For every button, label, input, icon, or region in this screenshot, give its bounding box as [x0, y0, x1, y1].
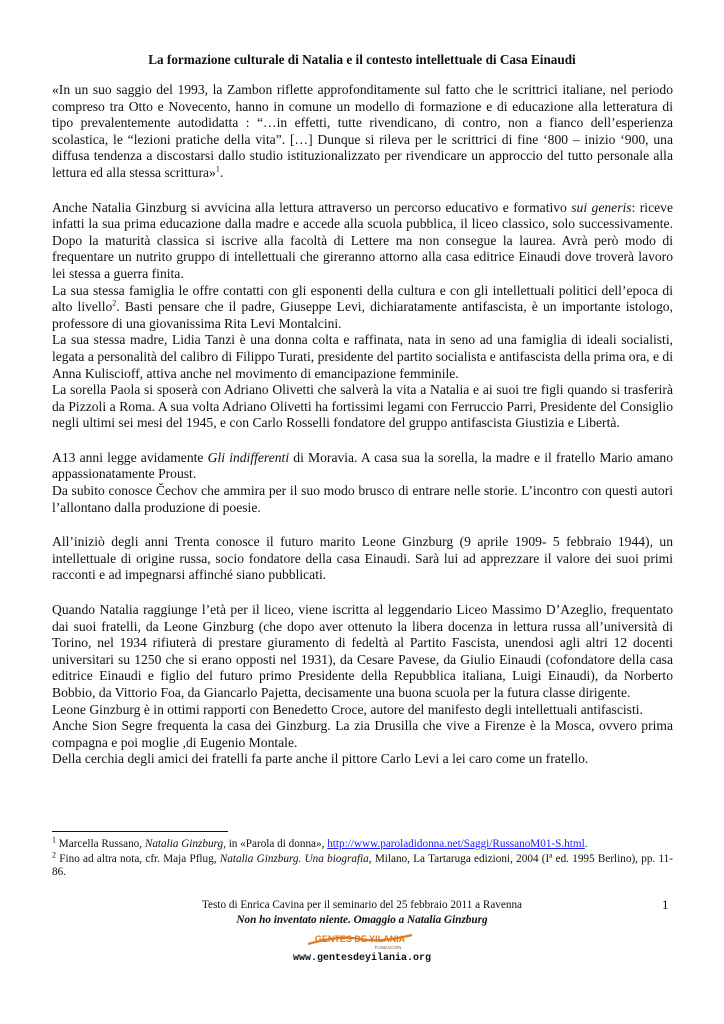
footnote-1-text-a: Marcella Russano, [56, 838, 145, 850]
paragraph-1-end: . [219, 164, 224, 180]
footnote-2 [52, 849, 673, 880]
website-url[interactable]: www.gentesdeyilania.org [292, 953, 432, 964]
paragraph-3 [52, 283, 673, 333]
paragraph-10: Leone Ginzburg è in ottimi rapporti con Benedetto Croce, autore del manifesto degli intellettuali antifascisti. [52, 701, 643, 717]
paragraph-1 [52, 82, 673, 182]
document-title: La formazione culturale di Natalia e il contesto intellettuale di Casa Einaudi [148, 52, 576, 67]
logo-subtext: FUNDACIÓN [374, 945, 402, 950]
footnote-2-italic: Natalia Ginzburg. Una biografia [219, 852, 369, 865]
paragraph-7: Da subito conosce Čechov che ammira per il suo modo brusco di entrare nelle storie. L’incontro con questi autori l’allontano dalla produzione di poesie. [52, 483, 673, 515]
paragraph-4: La sua stessa madre, Lidia Tanzi è una donna colta e raffinata, nata in seno ad una famiglia di ideali socialisti, legata a personalità del calibro di Filippo Turati, presidente del partito socialista e antifascista della prima ora, e di Anna Kuliscioff, attiva anche nel movimento di emancipazione femminile. [52, 332, 673, 381]
footnote-1-end: . [584, 838, 588, 850]
footnote-ref-1[interactable]: 1 [215, 164, 220, 174]
paragraph-6-text-b: di Moravia. A casa sua la sorella, la madre e il fratello Mario amano appassionatamente Proust. [52, 449, 673, 482]
gentes-de-yilania-logo [300, 929, 420, 951]
paragraph-6-text-a: A13 anni legge avidamente [52, 449, 208, 465]
footnote-1 [52, 835, 673, 852]
footer-credit: Testo di Enrica Cavina per il seminario del 25 febbraio 2011 a Ravenna [201, 899, 523, 911]
footnote-1-number: 1 [52, 835, 56, 845]
paragraph-12: Della cerchia degli amici dei fratelli fa parte anche il pittore Carlo Levi a lei caro come un fratello. [52, 751, 589, 767]
paragraph-5: La sorella Paola si sposerà con Adriano Olivetti che salverà la vita a Natalia e ai suoi tre figli quando si trasferirà da Pizzoli a Roma. A sua volta Adriano Olivetti ha fortissimi legami con Ferruccio Parri, Presidente del Consiglio negli ultimi sei mesi del 1945, e con Carlo Rosselli fondatore del gruppo antifascista Giustizia e Libertà. [52, 382, 673, 431]
logo-text: GENTES DE YILANIA [314, 934, 406, 944]
paragraph-9: Quando Natalia raggiunge l’età per il liceo, viene iscritta al leggendario Liceo Massimo D’Azeglio, frequentato dai suoi fratelli, da Leone Ginzburg (che dopo aver ottenuto la libera docenza in lettura russa all’università di Torino, nel 1934 rifiuterà di prestare giuramento di fedeltà al Partito Fascista, unendosi agli altri 12 docenti universitari su 1250 che si erano opposti nel 1931), da Cesare Pavese, da Giulio Einaudi (cofondatore della casa editrice Einaudi e figlio del futuro primo Presidente della Repubblica italiana, Luigi Einaudi), da Norberto Bobbio, da Vittorio Foa, da Giancarlo Pajetta, decisamente una buona scuola per la futura classe dirigente. [52, 602, 673, 700]
page-number: 1 [662, 897, 669, 912]
paragraph-1-text: «In un suo saggio del 1993, la Zambon riflette approfonditamente sul fatto che le scrittrici italiane, nel periodo compreso tra Otto e Novecento, hanno in comune un modello di formazione e di educazione alla letteratura di tipo prevalentemente autodidatta : “…in effetti, tutte rivendicano, di contro, non a fianco dell’esperienza scolastica, le “lezioni pratiche della vita”. […] Dunque si rileva per le scrittrici di fine ‘800 – inizio ‘900, una diffusa tendenza a discostarsi dallo studio istituzionalizzato per rivendicare un approccio del tutto personale alla lettura ed alla stessa scrittura» [52, 82, 673, 180]
page-footer [0, 898, 724, 928]
paragraph-2-italic: sui generis [571, 199, 632, 215]
footnotes [52, 835, 673, 881]
footer-subtitle: Non ho inventato niente. Omaggio a Natalia Ginzburg [236, 914, 488, 926]
footnote-1-italic: Natalia Ginzburg [144, 838, 224, 850]
paragraph-6 [52, 450, 673, 483]
paragraph-2-text-b: : riceve infatti la sua prima educazione dalla madre e accede alla scuola pubblica, il liceo classico, solo successivamente. Dopo la maturità classica si iscrive alla facoltà di Lettere ma non consegue la laurea. Avrà però modo di frequentare un nutrito gruppo di intellettuali che gireranno attorno alla casa editrice Einaudi dove troverà lavoro lei stessa a guerra finita. [52, 199, 673, 281]
footnote-2-text-b: , Milano, La Tartaruga edizioni, 2004 (Iª ed. 1995 Berlino), pp. 11-86. [52, 852, 673, 879]
paragraph-3-text-a: La sua stessa famiglia le offre contatti con gli esponenti della cultura e con gli intellettuali politici dell’epoca di alto livello [52, 282, 673, 315]
paragraph-11: Anche Sion Segre frequenta la casa dei Ginzburg. La zia Drusilla che vive a Firenze è la Mosca, ovvero prima compagna e poi moglie ,di Eugenio Montale. [52, 718, 673, 750]
paragraph-2 [52, 200, 673, 283]
paragraph-8: All’iniziò degli anni Trenta conosce il futuro marito Leone Ginzburg (9 aprile 1909- 5 febbraio 1944), un intellettuale di origine russa, socio fondatore della casa Einaudi. Sarà lui ad apprezzare il valore dei suoi primi racconti e ad impegnarsi affinché siano pubblicati. [52, 534, 673, 583]
footnote-ref-2[interactable]: 2 [112, 298, 117, 308]
footnote-2-text-a: Fino ad altra nota, cfr. Maja Pflug, [56, 852, 220, 865]
document-body [52, 82, 673, 768]
paragraph-3-text-b: . Basti pensare che il padre, Giuseppe Levi, dichiaratamente antifascista, è un importante istologo, professore di una giovanissima Rita Levi Montalcini. [52, 299, 673, 331]
footnote-divider [52, 831, 228, 832]
footnote-1-link[interactable]: http://www.paroladidonna.net/Saggi/RussanoM01-S.html [327, 838, 585, 850]
paragraph-6-italic: Gli indifferenti [207, 449, 290, 465]
footnote-1-text-b: , in «Parola di donna», [223, 838, 328, 850]
paragraph-2-text-a: Anche Natalia Ginzburg si avvicina alla lettura attraverso un percorso educativo e formativo [52, 199, 572, 215]
footnote-2-number: 2 [52, 849, 56, 859]
